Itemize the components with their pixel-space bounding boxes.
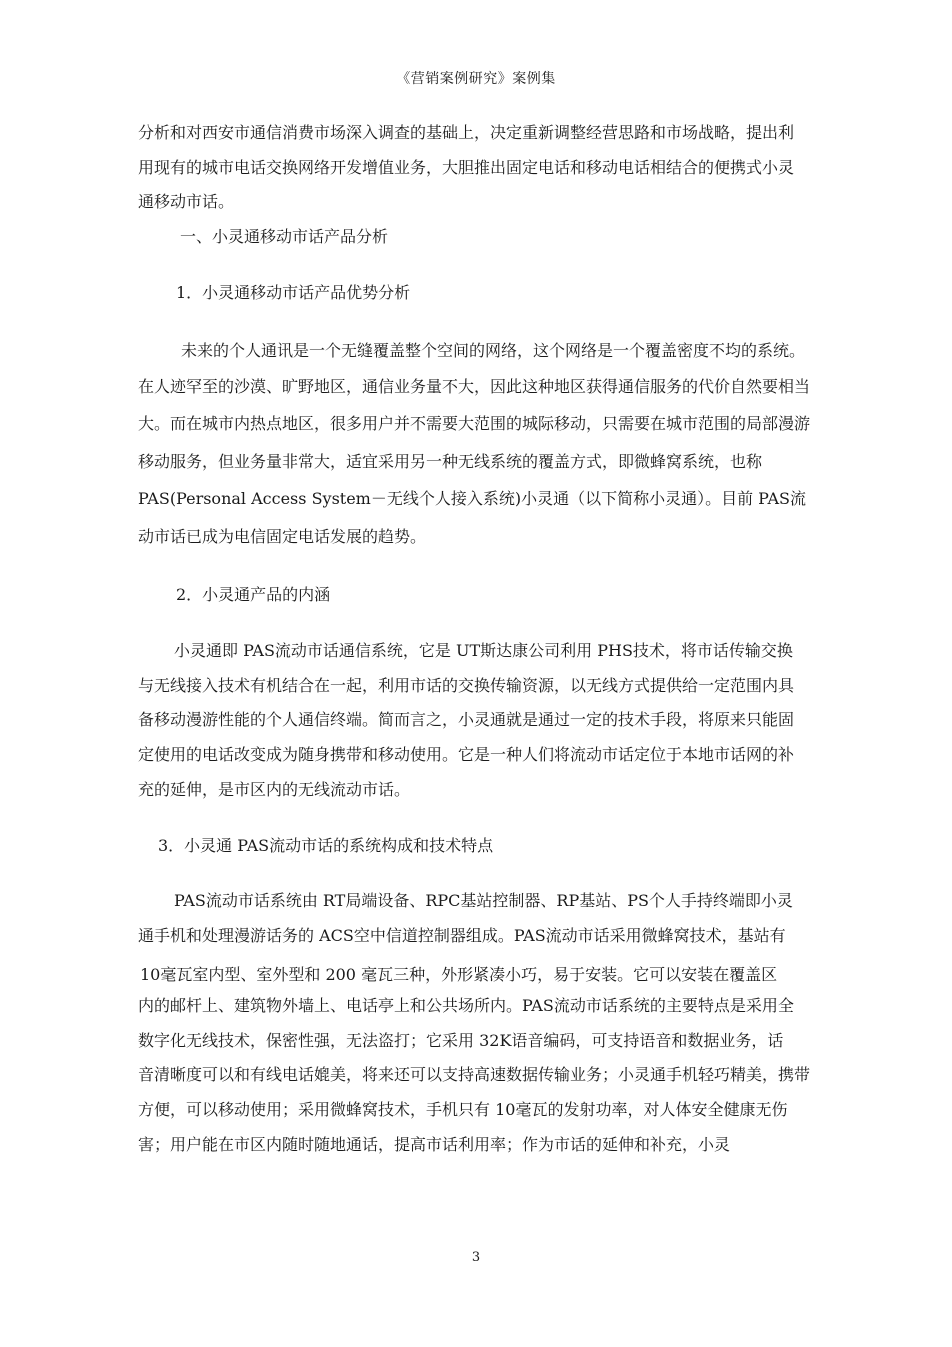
intro-line: 分析和对西安市通信消费市场深入调查的基础上，决定重新调整经营思路和市场战略，提出利: [138, 123, 795, 142]
body-line: 方便，可以移动使用；采用微蜂窝技术，手机只有 10毫瓦的发射功率，对人体安全健康无伤: [138, 1100, 788, 1119]
subsection-heading: 1．小灵通移动市话产品优势分析: [176, 283, 411, 302]
body-line: 数字化无线技术，保密性强，无法盗打；它采用 32K语音编码，可支持语音和数据业务，话: [138, 1031, 784, 1050]
body-line: 未来的个人通讯是一个无缝覆盖整个空间的网络，这个网络是一个覆盖密度不均的系统。: [181, 341, 806, 360]
running-header: 《营销案例研究》案例集: [396, 71, 556, 87]
section-heading: 一、小灵通移动市话产品分析: [180, 227, 389, 246]
body-line: 动市话已成为电信固定电话发展的趋势。: [138, 527, 427, 546]
body-line: 移动服务，但业务量非常大，适宜采用另一种无线系统的覆盖方式，即微蜂窝系统，也称: [138, 452, 763, 471]
intro-line: 通移动市话。: [138, 192, 235, 211]
body-line: 在人迹罕至的沙漠、旷野地区，通信业务量不大，因此这种地区获得通信服务的代价自然要相当: [138, 377, 811, 396]
subsection-heading: 3．小灵通 PAS流动市话的系统构成和技术特点: [158, 836, 494, 855]
page-number: 3: [471, 1250, 481, 1265]
body-line: 音清晰度可以和有线电话媲美，将来还可以支持高速数据传输业务；小灵通手机轻巧精美，携带: [138, 1065, 811, 1084]
body-line: 小灵通即 PAS流动市话通信系统，它是 UT斯达康公司利用 PHS技术，将市话传输交换: [174, 641, 793, 660]
body-line: 与无线接入技术有机结合在一起，利用市话的交换传输资源，以无线方式提供给一定范围内具: [138, 676, 795, 695]
body-line: 定使用的电话改变成为随身携带和移动使用。它是一种人们将流动市话定位于本地市话网的补: [138, 745, 795, 764]
body-line: 大。而在城市内热点地区，很多用户并不需要大范围的城际移动，只需要在城市范围的局部漫游: [138, 414, 811, 433]
body-line: 通手机和处理漫游话务的 ACS空中信道控制器组成。PAS流动市话采用微蜂窝技术，基站有: [138, 926, 786, 945]
body-line: 充的延伸，是市区内的无线流动市话。: [138, 780, 411, 799]
intro-line: 用现有的城市电话交换网络开发增值业务，大胆推出固定电话和移动电话相结合的便携式小灵: [138, 158, 795, 177]
body-line: 内的邮杆上、建筑物外墙上、电话亭上和公共场所内。PAS流动市话系统的主要特点是采用全: [138, 996, 794, 1015]
body-line: 10毫瓦室内型、室外型和 200 毫瓦三种，外形紧凑小巧，易于安装。它可以安装在覆盖区: [140, 965, 778, 984]
body-line: PAS(Personal Access System－无线个人接入系统)小灵通（以下简称小灵通）。目前 PAS流: [138, 489, 806, 508]
body-line: 备移动漫游性能的个人通信终端。简而言之，小灵通就是通过一定的技术手段，将原来只能固: [138, 710, 795, 729]
body-line: 害；用户能在市区内随时随地通话，提高市话利用率；作为市话的延伸和补充，小灵: [138, 1135, 731, 1154]
body-line: PAS流动市话系统由 RT局端设备、RPC基站控制器、RP基站、PS个人手持终端即小灵: [174, 891, 793, 910]
subsection-heading: 2．小灵通产品的内涵: [176, 585, 331, 604]
